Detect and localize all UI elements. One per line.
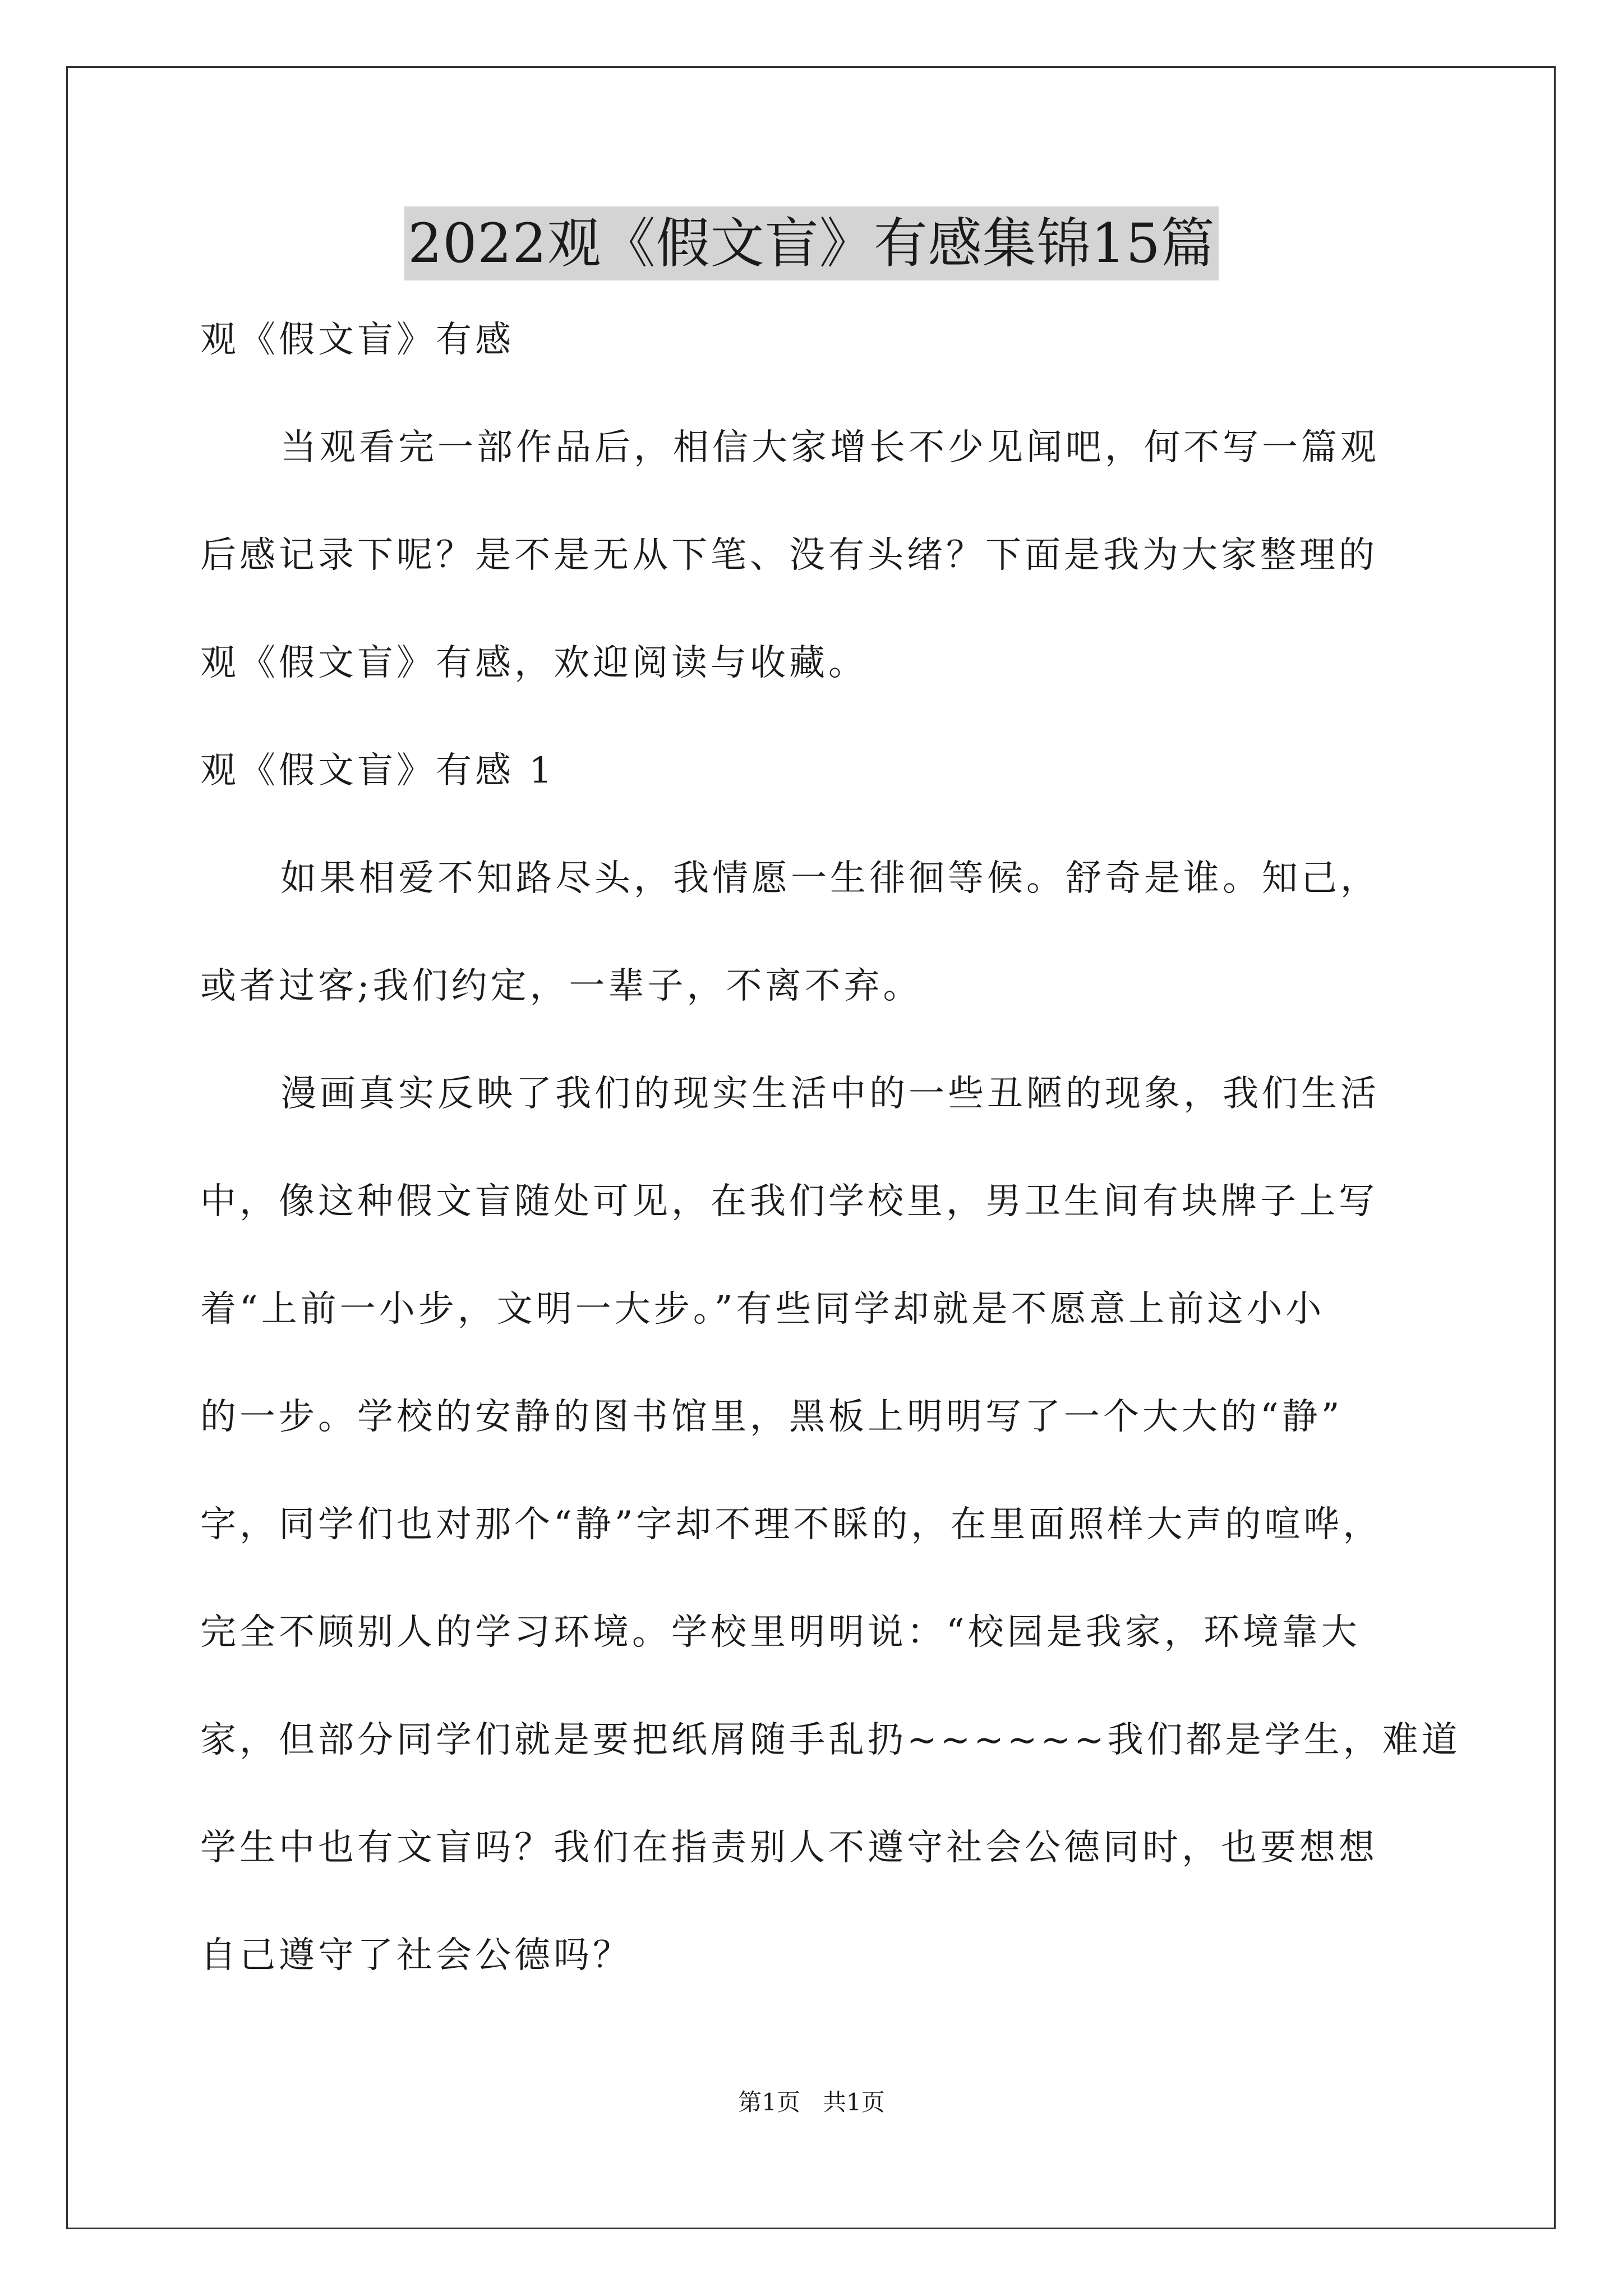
body-line: 后感记录下呢？是不是无从下笔、没有头绪？下面是我为大家整理的 — [200, 535, 1378, 576]
body-line: 或者过客;我们约定，一辈子，不离不弃。 — [200, 965, 923, 1007]
body-line: 完全不顾别人的学习环境。学校里明明说：“校园是我家，环境靠大 — [200, 1612, 1361, 1653]
body-line: 观《假文盲》有感 1 — [200, 750, 556, 792]
body-line: 学生中也有文盲吗？我们在指责别人不遵守社会公德同时，也要想想 — [200, 1827, 1378, 1869]
body-line: 字，同学们也对那个“静”字却不理不睬的，在里面照样大声的喧哗， — [200, 1504, 1382, 1545]
title-container — [0, 206, 1623, 280]
body-line: 漫画真实反映了我们的现实生活中的一些丑陋的现象，我们生活 — [280, 1073, 1380, 1115]
body-line: 当观看完一部作品后，相信大家增长不少见闻吧，何不写一篇观 — [280, 427, 1380, 468]
body-line: 中，像这种假文盲随处可见，在我们学校里，男卫生间有块牌子上写 — [200, 1181, 1378, 1222]
page-footer: 第1页 共1页 — [738, 2088, 885, 2116]
body-line: 观《假文盲》有感 — [200, 319, 514, 361]
body-line: 家，但部分同学们就是要把纸屑随手乱扔~~~~~~我们都是学生，难道 — [200, 1719, 1461, 1761]
body-line: 着“上前一小步，文明一大步。”有些同学却就是不愿意上前这小小 — [200, 1289, 1325, 1330]
body-line: 的一步。学校的安静的图书馆里，黑板上明明写了一个大大的“静” — [200, 1396, 1343, 1438]
document-title: 2022观《假文盲》有感集锦15篇 — [404, 206, 1218, 280]
body-line: 如果相爱不知路尽头，我情愿一生徘徊等候。舒奇是谁。知己， — [280, 858, 1380, 899]
body-line: 自己遵守了社会公德吗？ — [200, 1935, 632, 1976]
body-line: 观《假文盲》有感，欢迎阅读与收藏。 — [200, 642, 868, 684]
document-body — [200, 286, 1461, 2009]
